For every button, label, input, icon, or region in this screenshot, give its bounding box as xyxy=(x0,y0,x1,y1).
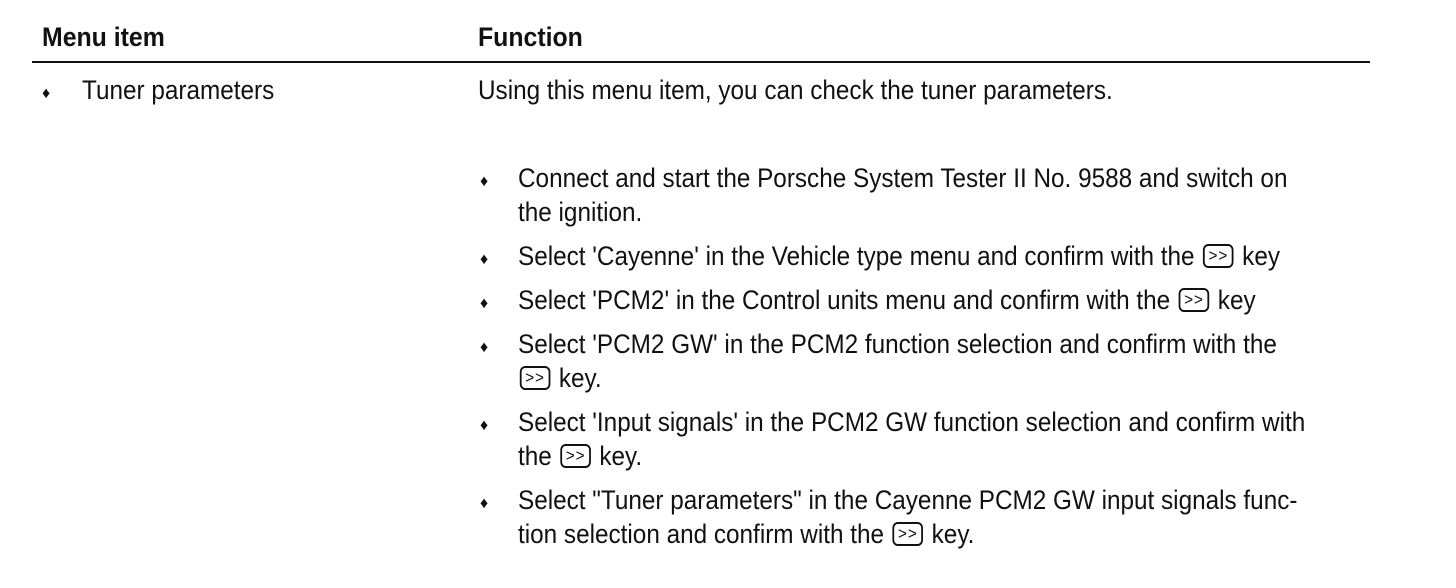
diamond-bullet-icon: ♦ xyxy=(480,417,489,434)
diamond-bullet-icon: ♦ xyxy=(480,495,489,512)
forward-key-icon: >> xyxy=(1179,288,1209,312)
menu-item-label: Tuner parameters xyxy=(82,75,275,105)
diamond-bullet-icon: ♦ xyxy=(480,339,489,356)
step-text: key xyxy=(1242,241,1281,271)
list-item xyxy=(480,405,1380,473)
forward-key-icon: >> xyxy=(1203,244,1233,268)
diamond-bullet-icon: ♦ xyxy=(480,251,489,268)
list-item xyxy=(480,483,1380,551)
step-text: tion selection and confirm with the xyxy=(518,519,885,549)
step-text: Select 'PCM2 GW' in the PCM2 function selection and confirm with the xyxy=(518,329,1277,359)
step-text: Select 'Cayenne' in the Vehicle type menu and confirm with the xyxy=(518,241,1195,271)
step-text: the xyxy=(518,441,552,471)
menu-item-row xyxy=(42,73,442,107)
diamond-bullet-icon: ♦ xyxy=(42,85,51,102)
diamond-bullet-icon: ♦ xyxy=(480,295,489,312)
column-header-menu-item: Menu item xyxy=(42,22,165,52)
forward-key-icon: >> xyxy=(560,444,590,468)
step-text: key. xyxy=(599,441,643,471)
step-text: key xyxy=(1217,285,1256,315)
step-text: Connect and start the Porsche System Tester II No. 9588 and switch on xyxy=(518,163,1288,193)
list-item xyxy=(480,239,1380,273)
list-item xyxy=(480,283,1380,317)
function-intro: Using this menu item, you can check the tuner parameters. xyxy=(478,75,1113,105)
step-text: key. xyxy=(931,519,975,549)
step-text: the ignition. xyxy=(518,197,643,227)
diamond-bullet-icon: ♦ xyxy=(480,173,489,190)
forward-key-icon: >> xyxy=(893,522,923,546)
column-header-function: Function xyxy=(478,22,583,52)
step-text: Select "Tuner parameters" in the Cayenne PCM2 GW input signals func- xyxy=(518,485,1298,515)
step-text: Select 'PCM2' in the Control units menu and confirm with the xyxy=(518,285,1171,315)
forward-key-icon: >> xyxy=(520,366,550,390)
list-item xyxy=(480,327,1380,395)
step-text: key. xyxy=(558,363,602,393)
step-list xyxy=(480,161,1380,561)
list-item xyxy=(480,161,1380,229)
header-rule xyxy=(32,61,1370,63)
step-text: Select 'Input signals' in the PCM2 GW function selection and confirm with xyxy=(518,407,1306,437)
